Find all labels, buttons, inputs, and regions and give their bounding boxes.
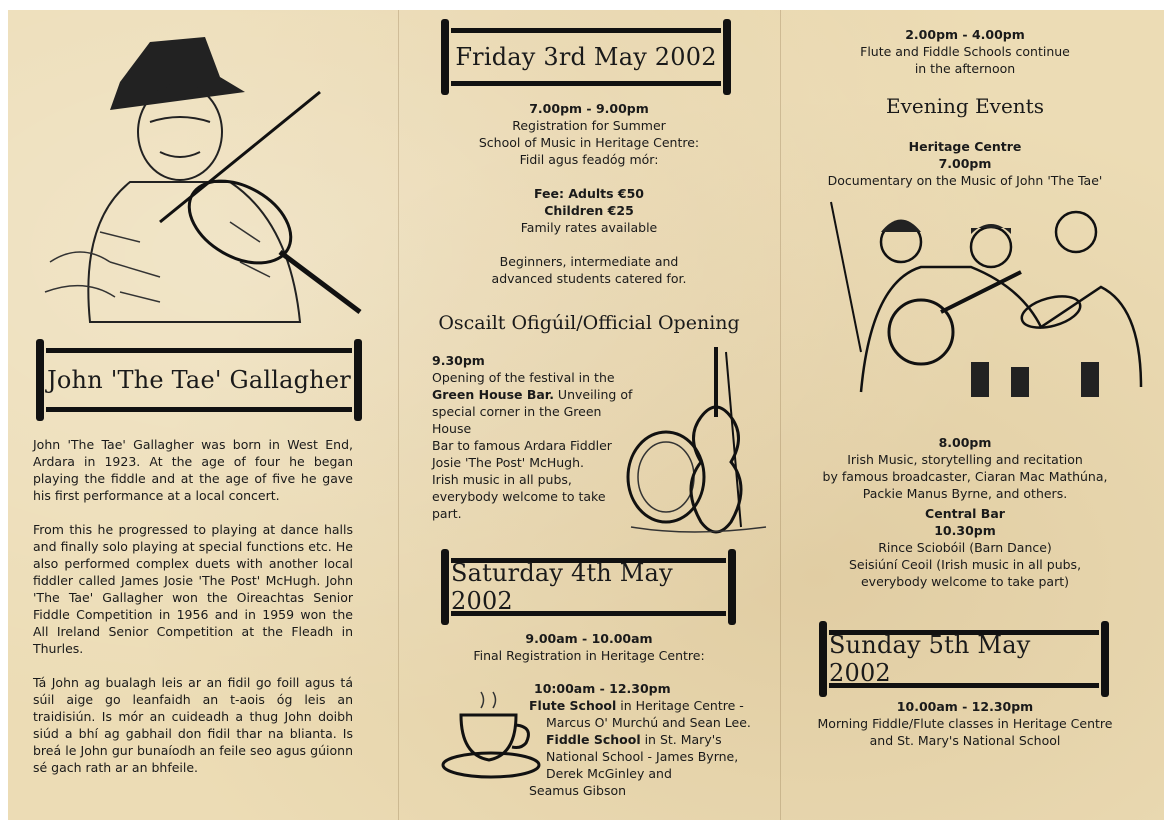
eight-pm-time: 8.00pm: [938, 435, 992, 450]
sunday-title: Sunday 5th May 2002: [829, 631, 1031, 687]
saturday-registration-line: Final Registration in Heritage Centre:: [473, 648, 705, 663]
john-the-tae-banner: [46, 348, 352, 412]
central-bar: Central Bar: [925, 506, 1005, 521]
irish-music-line-1: Irish Music, storytelling and recitation: [847, 452, 1083, 467]
panel-evening-sunday: [781, 10, 1164, 820]
afternoon-line-2: in the afternoon: [914, 61, 1016, 76]
saturday-banner: [451, 558, 726, 616]
opening-line-7: everybody welcome to take: [432, 489, 606, 504]
opening-line-1: Opening of the festival in the: [432, 370, 615, 385]
afternoon-line-1: Flute and Fiddle Schools continue: [860, 44, 1070, 59]
sunday-time: 10.00am - 12.30pm: [896, 699, 1034, 714]
official-opening-heading: Oscailt Ofigúil/Official Opening: [438, 312, 740, 334]
opening-line-4: Bar to famous Ardara Fiddler: [432, 438, 612, 453]
saturday-time-2: 10:00am - 12.30pm: [534, 681, 671, 696]
friday-time: 7.00pm - 9.00pm: [529, 101, 649, 116]
afternoon-schools: [781, 26, 1149, 77]
irish-music-line-3: Packie Manus Byrne, and others.: [862, 486, 1068, 501]
documentary-line: Documentary on the Music of John 'The Tae': [827, 173, 1103, 188]
evening-events-heading: Evening Events: [886, 94, 1044, 118]
official-opening-text: [432, 352, 642, 522]
central-bar-event: [781, 505, 1149, 590]
sunday-banner: [829, 630, 1099, 688]
flute-school: Flute School: [529, 698, 617, 713]
sunday-line-2: and St. Mary's National School: [869, 733, 1061, 748]
heritage-centre-event: [781, 138, 1149, 189]
fee-adults: Fee: Adults €50: [533, 186, 644, 201]
fee-children: Children €25: [544, 203, 634, 218]
afternoon-time: 2.00pm - 4.00pm: [905, 27, 1025, 42]
saturday-schools: [529, 680, 774, 799]
irish-music-event: [781, 434, 1149, 502]
friday-title: Friday 3rd May 2002: [455, 43, 717, 71]
opening-line-6: Irish music in all pubs,: [432, 472, 572, 487]
panel-john-the-tae: [8, 10, 398, 820]
opening-line-2: Unveiling of: [553, 387, 633, 402]
opening-line-5: Josie 'The Post' McHugh.: [432, 455, 585, 470]
sunday-line-1: Morning Fiddle/Flute classes in Heritage Centre: [817, 716, 1113, 731]
friday-line-2: School of Music in Heritage Centre:: [478, 135, 700, 150]
flute-school-location: in Heritage Centre -: [616, 698, 744, 713]
fiddle-and-bodhran-illustration: [621, 342, 773, 542]
family-rates: Family rates available: [520, 220, 658, 235]
panel-friday-saturday: [399, 10, 780, 820]
seisiun-line-1: Seisiúní Ceoil (Irish music in all pubs,: [848, 557, 1082, 572]
heritage-centre: Heritage Centre: [908, 139, 1022, 154]
friday-banner: [451, 28, 721, 86]
central-bar-time: 10.30pm: [934, 523, 996, 538]
opening-line-3: special corner in the Green House: [432, 404, 602, 436]
friday-line-3: Fidil agus feadóg mór:: [519, 152, 659, 167]
fiddle-school-location: in St. Mary's: [640, 732, 722, 747]
friday-line-1: Registration for Summer: [512, 118, 666, 133]
barn-dance: Rince Sciobóil (Barn Dance): [878, 540, 1052, 555]
saturday-time: 9.00am - 10.00am: [525, 631, 653, 646]
biography-text: [33, 436, 353, 776]
bio-paragraph-2: From this he progressed to playing at dance halls and finally solo playing at special functions etc. He also performed complex duets with another local fiddler called James Josie 'The Post' McHugh. John 'The Tae' Gallagher won the Oireachtas Senior Fiddle Competition in 1956 and in 1959 won the All Ireland Senior Competition at the Fleadh in Thurles.: [33, 522, 353, 656]
saturday-title: Saturday 4th May 2002: [451, 559, 673, 615]
fiddler-portrait-illustration: [30, 22, 380, 327]
brochure-sheet: [8, 10, 1164, 820]
banner-title: John 'The Tae' Gallagher: [47, 366, 351, 394]
flute-teachers: Marcus O' Murchú and Sean Lee.: [546, 715, 751, 730]
bio-paragraph-1: John 'The Tae' Gallagher was born in West End, Ardara in 1923. At the age of four he began playing the fiddle and at the age of five he gave his first performance at a local concert.: [33, 437, 353, 503]
fiddle-line-2: National School - James Byrne,: [546, 749, 739, 764]
session-musicians-illustration: [821, 192, 1151, 412]
saturday-registration: [399, 630, 779, 664]
friday-registration: [399, 100, 779, 287]
heritage-time: 7.00pm: [938, 156, 992, 171]
opening-line-8: part.: [432, 506, 462, 521]
irish-music-line-2: by famous broadcaster, Ciaran Mac Mathúna,: [822, 469, 1108, 484]
fiddle-line-4: Seamus Gibson: [529, 783, 627, 798]
green-house-bar: Green House Bar.: [432, 387, 554, 402]
sunday-classes: [781, 698, 1149, 749]
bio-paragraph-3-irish: Tá John ag bualagh leis ar an fidil go foill agus tá súil aige go leanfaidh an t-aois óg leis an traidisiún. Is mór an cuideadh a thug John doibh siúd a bhí ag gabhail don fidil thar na blianta. Is breá le John gur bunaíodh an feile seo agus gúionn sé gach rath ar an bhfeile.: [33, 675, 353, 775]
fiddle-line-3: Derek McGinley and: [546, 766, 672, 781]
levels-line-1: Beginners, intermediate and: [499, 254, 679, 269]
levels-line-2: advanced students catered for.: [491, 271, 687, 286]
opening-time: 9.30pm: [432, 353, 485, 368]
fiddle-school: Fiddle School: [546, 732, 641, 747]
seisiun-line-2: everybody welcome to take part): [860, 574, 1069, 589]
